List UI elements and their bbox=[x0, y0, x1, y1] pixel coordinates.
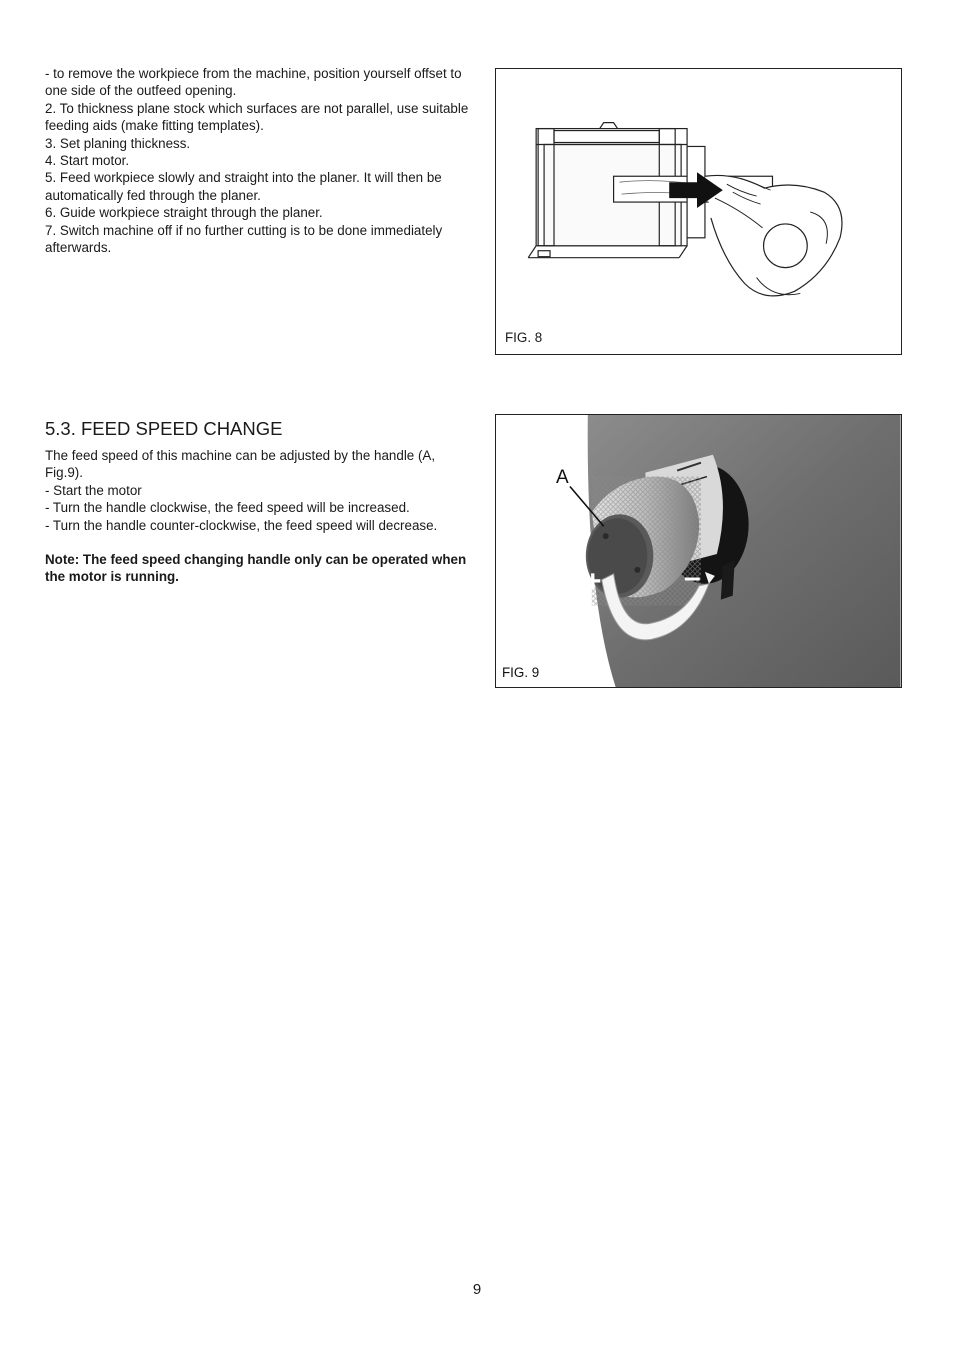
instruction-line: 4. Start motor. bbox=[45, 153, 130, 169]
instructions-block bbox=[45, 65, 470, 256]
note-text: Note: The feed speed changing handle only can be operated when the motor is running. bbox=[45, 552, 467, 585]
figure-9 bbox=[495, 414, 902, 688]
instruction-line: 7. Switch machine off if no further cutting is to be done immediately afterwards. bbox=[45, 222, 443, 256]
page-number: 9 bbox=[472, 1281, 482, 1298]
body-line: - Turn the handle counter-clockwise, the feed speed will decrease. bbox=[45, 517, 438, 533]
body-line: The feed speed of this machine can be adjusted by the handle (A, Fig.9). bbox=[45, 448, 436, 481]
body-line: - Start the motor bbox=[45, 482, 142, 498]
instruction-line: 5. Feed workpiece slowly and straight into the planer. It will then be automatically fed through the planer. bbox=[45, 170, 442, 203]
figure-caption: FIG. 9 bbox=[502, 665, 540, 680]
instruction-line: - to remove the workpiece from the machine, position yourself offset to one side of the outfeed opening. bbox=[45, 66, 462, 99]
feed-speed-section bbox=[45, 418, 470, 586]
feed-speed-knob-photo bbox=[496, 415, 901, 687]
section-heading: 5.3. FEED SPEED CHANGE bbox=[45, 418, 283, 439]
instruction-line: 2. To thickness plane stock which surfaces are not parallel, use suitable feeding aids (make fitting templates). bbox=[45, 100, 469, 134]
figure-8 bbox=[495, 68, 902, 355]
instruction-line: 6. Guide workpiece straight through the planer. bbox=[45, 205, 323, 221]
callout-a-label: A bbox=[556, 467, 569, 488]
plus-symbol: + bbox=[584, 565, 602, 598]
figure-caption: FIG. 8 bbox=[505, 330, 543, 345]
minus-symbol: – bbox=[684, 561, 701, 594]
planer-feeding-illustration bbox=[496, 69, 901, 354]
body-line: - Turn the handle clockwise, the feed speed will be increased. bbox=[45, 500, 410, 516]
instruction-line: 3. Set planing thickness. bbox=[45, 135, 191, 151]
